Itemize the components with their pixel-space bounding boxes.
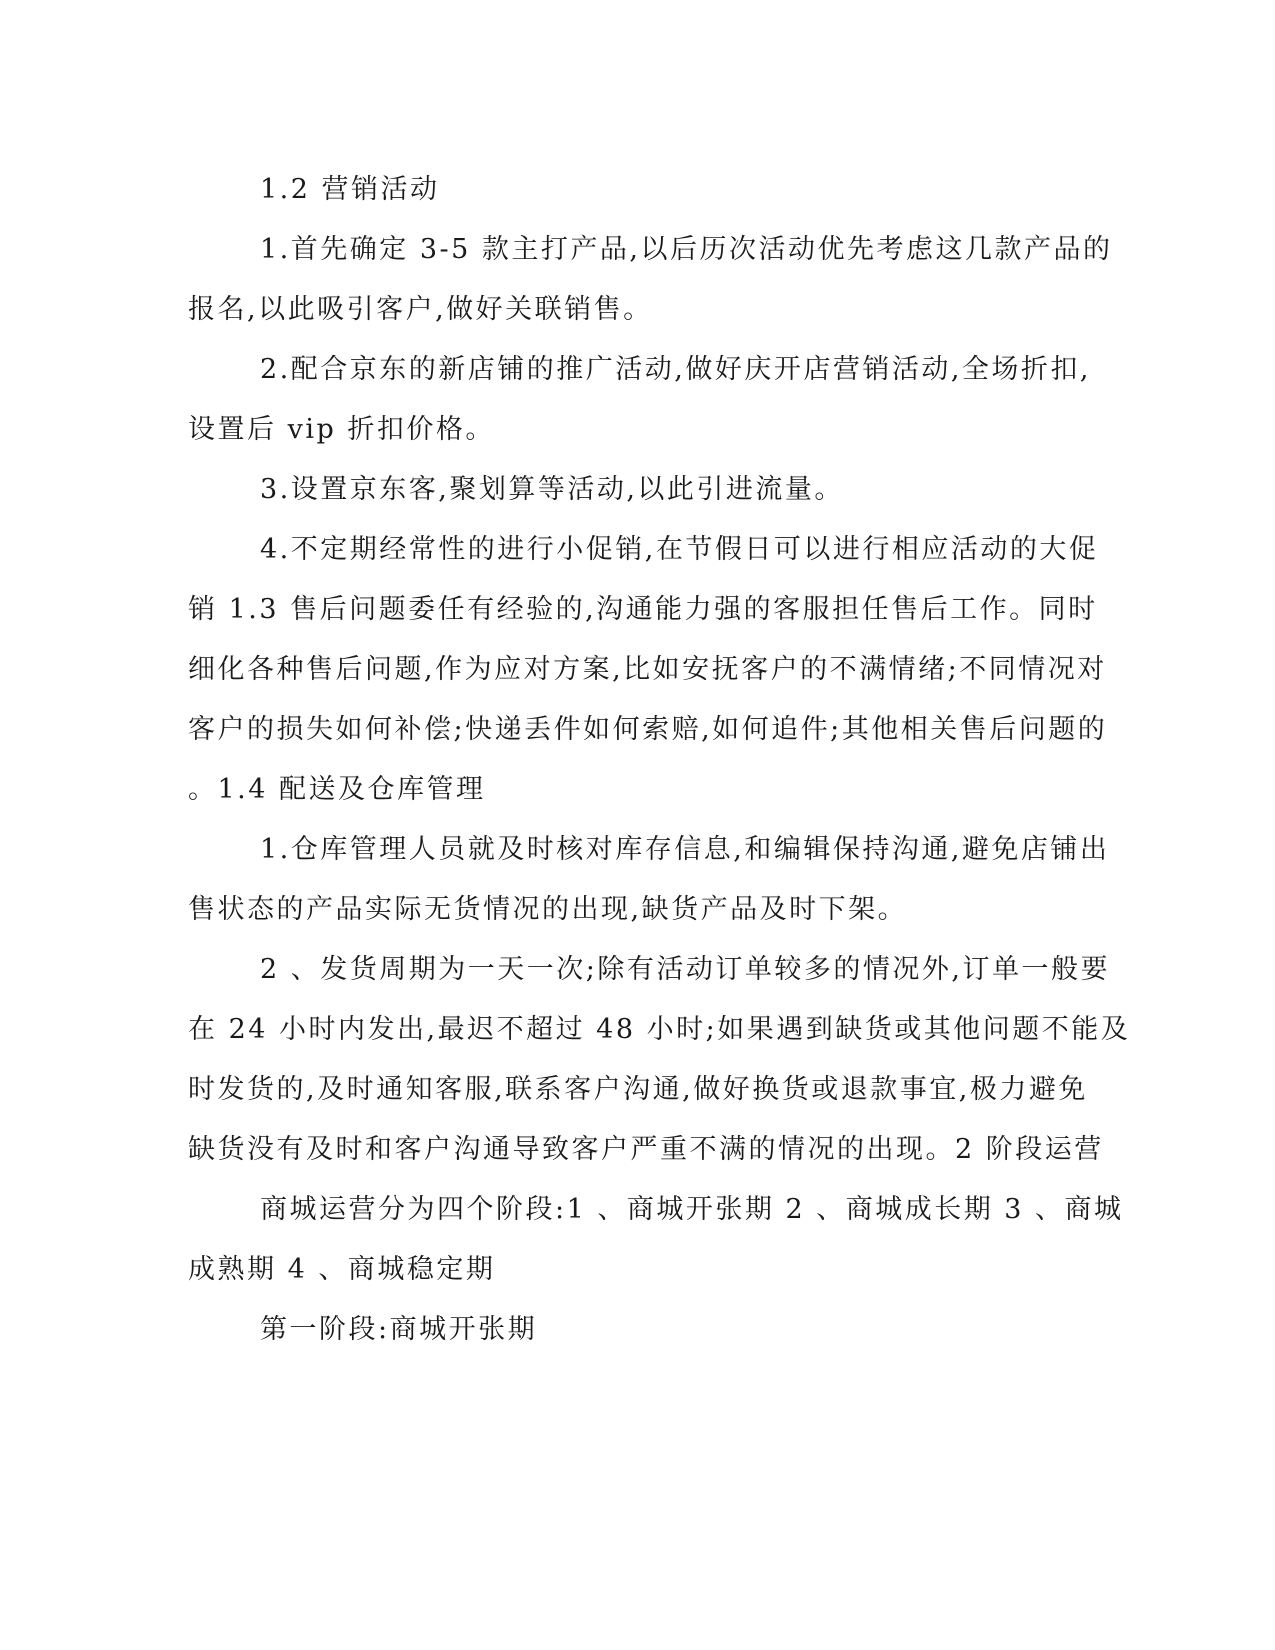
document-body xyxy=(188,160,1131,1360)
paragraph-line: 设置后 vip 折扣价格。 xyxy=(188,414,495,445)
paragraph-line: 在 24 小时内发出,最迟不超过 48 小时;如果遇到缺货或其他问题不能及 xyxy=(188,1014,1131,1045)
section-heading-stage-one: 第一阶段:商城开张期 xyxy=(260,1314,538,1345)
paragraph-line: 时发货的,及时通知客服,联系客户沟通,做好换货或退款事宜,极力避免 xyxy=(188,1074,1088,1105)
paragraph-line: 2 、发货周期为一天一次;除有活动订单较多的情况外,订单一般要 xyxy=(260,954,1110,985)
paragraph-line: 售状态的产品实际无货情况的出现,缺货产品及时下架。 xyxy=(188,894,908,925)
paragraph-line: 2.配合京东的新店铺的推广活动,做好庆开店营销活动,全场折扣, xyxy=(260,354,1092,385)
paragraph-line: 商城运营分为四个阶段:1 、商城开张期 2 、商城成长期 3 、商城 xyxy=(260,1194,1124,1225)
paragraph-line: 缺货没有及时和客户沟通导致客户严重不满的情况的出现。2 阶段运营 xyxy=(188,1134,1104,1165)
paragraph-line: 细化各种售后问题,作为应对方案,比如安抚客户的不满情绪;不同情况对 xyxy=(188,654,1107,685)
paragraph-line: 销 1.3 售后问题委任有经验的,沟通能力强的客服担任售后工作。同时 xyxy=(188,594,1098,625)
paragraph-line: 1.首先确定 3-5 款主打产品,以后历次活动优先考虑这几款产品的 xyxy=(260,234,1113,265)
paragraph-line: 报名,以此吸引客户,做好关联销售。 xyxy=(188,294,653,325)
paragraph-line: 3.设置京东客,聚划算等活动,以此引进流量。 xyxy=(260,474,844,505)
paragraph-line: 1.仓库管理人员就及时核对库存信息,和编辑保持沟通,避免店铺出 xyxy=(260,834,1110,865)
paragraph-line: 。1.4 配送及仓库管理 xyxy=(188,774,486,805)
section-heading-marketing: 1.2 营销活动 xyxy=(260,174,440,205)
paragraph-line: 成熟期 4 、商城稳定期 xyxy=(188,1254,496,1285)
paragraph-line: 客户的损失如何补偿;快递丢件如何索赔,如何追件;其他相关售后问题的 xyxy=(188,714,1108,745)
paragraph-line: 4.不定期经常性的进行小促销,在节假日可以进行相应活动的大促 xyxy=(260,534,1099,565)
